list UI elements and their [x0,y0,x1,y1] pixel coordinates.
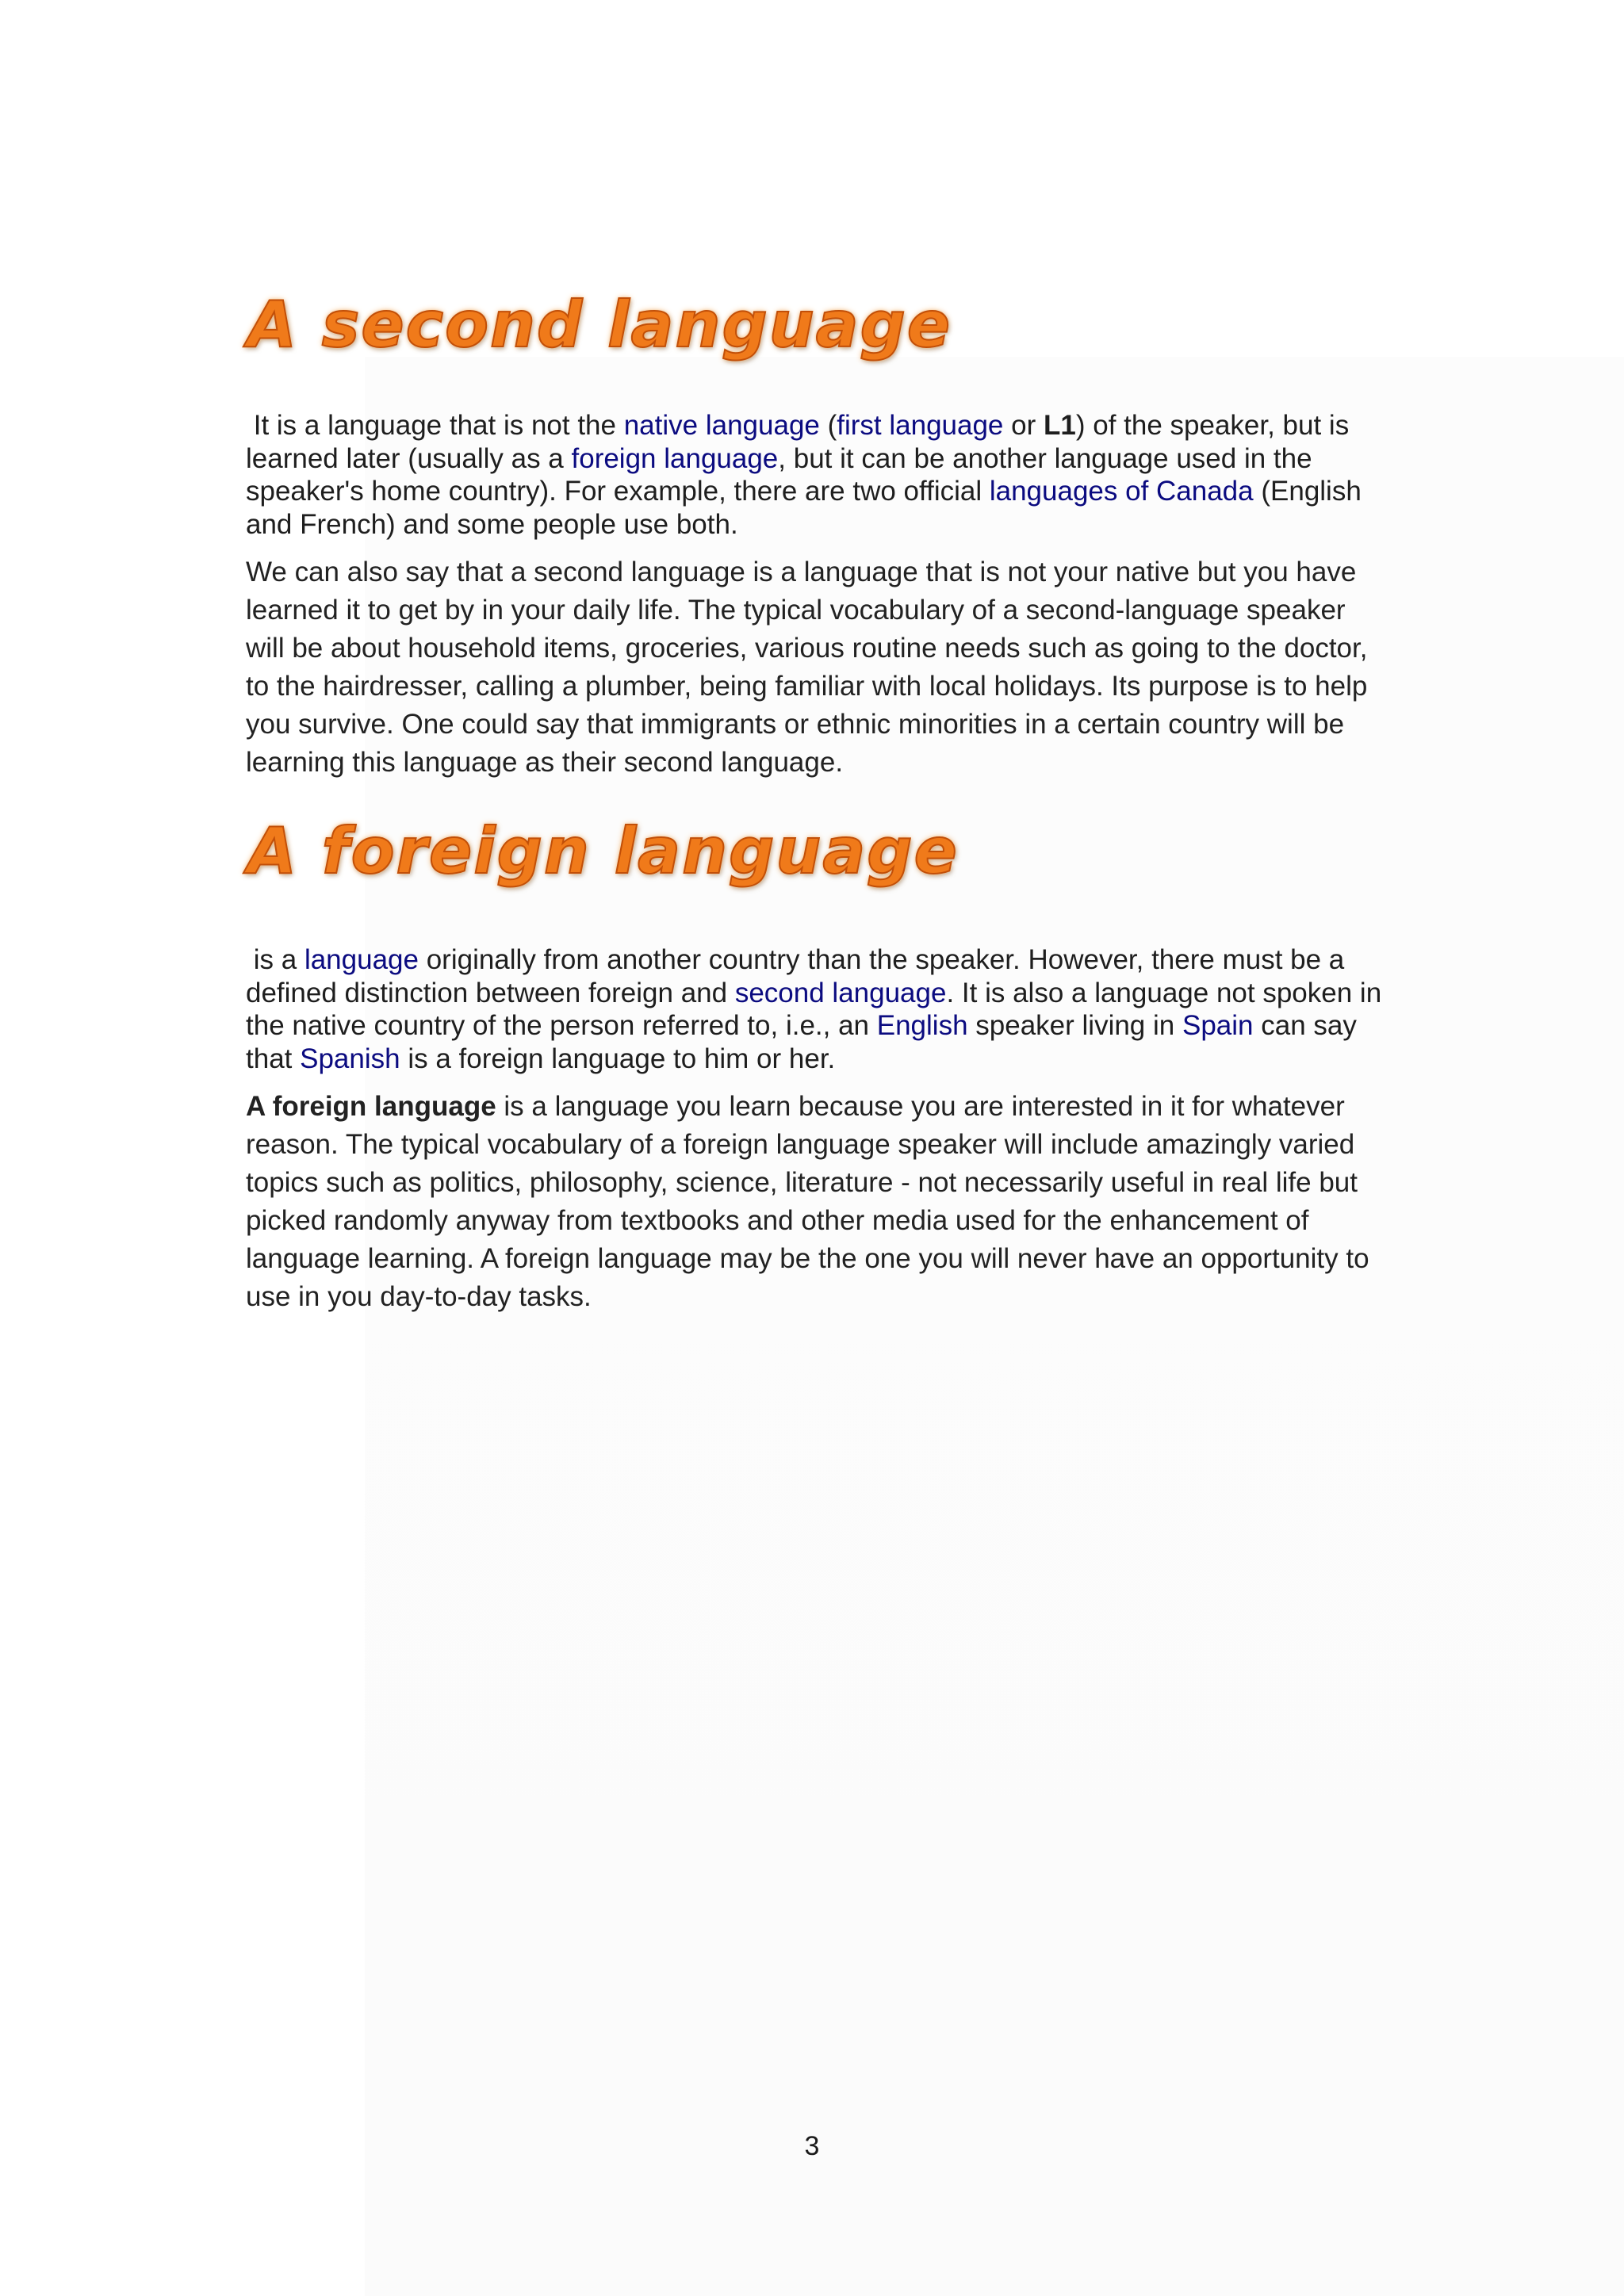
link-native-language[interactable]: native language [623,410,820,441]
text-run: speaker living in [967,1010,1182,1041]
bold-a-foreign-language: A foreign language [246,1091,496,1122]
text-run: is a language you learn because you are interested in it for whatever reason. The typical vocabulary of a foreign language speaker will include amazingly varied topics such as politics, philosophy, science, literature - not necessarily useful in real life but picked randomly anyway from textbooks and other media used for the enhancement of language learning. A foreign language may be the one you will never have an opportunity to use in you day-to-day tasks. [246,1091,1369,1312]
document-body [246,285,1388,1316]
paragraph-second-language-description: We can also say that a second language is a language that is not your native but you have learned it to get by in your daily life. The typical vocabulary of a second-language speaker will be about household items, groceries, various routine needs such as going to the doctor, to the hairdresser, calling a plumber, being familiar with local holidays. Its purpose is to help you survive. One could say that immigrants or ethnic minorities in a certain country will be learning this language as their second language. [246,557,1368,778]
link-spanish[interactable]: Spanish [300,1043,400,1074]
paragraph-second-language-definition [246,409,1388,541]
text-run: ) of the speaker, but is learned later (usually as a [246,410,1350,474]
text-run: , but it can be another language used in the speaker's home country). For example, there are two official [246,442,1312,507]
paragraph-foreign-language-definition [246,943,1388,1075]
text-run: ( [819,410,837,441]
text-run: . It is also a language not spoken in the native country of the person referred to, i.e., an [246,977,1382,1041]
link-languages-of-canada[interactable]: languages of Canada [989,476,1254,507]
link-first-language[interactable]: first language [837,410,1004,441]
link-spain[interactable]: Spain [1182,1010,1254,1041]
heading-foreign-language: A foreign language [247,814,959,888]
text-run: It is a language that is not the [253,410,624,441]
link-english[interactable]: English [876,1010,968,1041]
text-run: or [1003,410,1044,441]
link-foreign-language[interactable]: foreign language [571,442,779,474]
link-second-language[interactable]: second language [734,977,947,1008]
bold-l1: L1 [1043,410,1076,441]
text-run: is a [253,944,304,975]
text-run: can say that [246,1010,1357,1074]
text-run: is a foreign language to him or her. [400,1043,836,1074]
text-run: (English and French) and some people use both. [246,476,1362,540]
paragraph-foreign-language-description [246,1088,1388,1316]
link-language[interactable]: language [304,944,419,975]
page-number: 3 [804,2131,820,2161]
heading-second-language: A second language [247,288,952,362]
text-run: originally from another country than the speaker. However, there must be a defined distinction between foreign and [246,944,1345,1008]
